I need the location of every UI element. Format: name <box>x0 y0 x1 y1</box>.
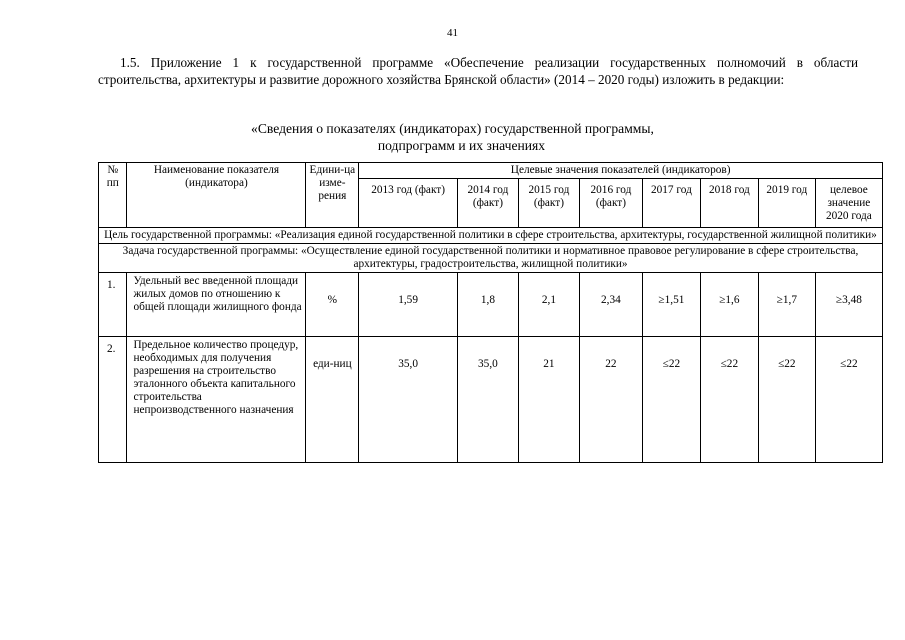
header-unit: Едини-ца изме-рения <box>306 163 359 228</box>
task-row <box>99 244 883 273</box>
intro-paragraph <box>98 54 858 88</box>
header-year: 2013 год (факт) <box>359 179 458 228</box>
goal-row <box>99 228 883 244</box>
header-year: 2019 год <box>758 179 815 228</box>
row-value: ≥1,6 <box>700 273 758 337</box>
header-num: № пп <box>99 163 127 228</box>
row-value: ≥1,51 <box>642 273 700 337</box>
header-target-group: Целевые значения показателей (индикаторов) <box>359 163 883 179</box>
row-value: 2,1 <box>518 273 579 337</box>
row-value: ≤22 <box>758 337 815 463</box>
row-value: ≤22 <box>700 337 758 463</box>
row-value: 22 <box>579 337 642 463</box>
task-text: Задача государственной программы: «Осуществление единой государственной политики и нормативное правовое регулирование в сфере строительства, архитектуры, градостроительства, жилищной политики» <box>99 244 883 273</box>
header-year: 2014 год (факт) <box>457 179 518 228</box>
heading-line-2: подпрограмм и их значениях <box>377 138 546 153</box>
goal-text: Цель государственной программы: «Реализация единой государственной политики в сфере строительства, архитектуры, государственной жилищной политики» <box>99 228 883 244</box>
header-year: 2016 год (факт) <box>579 179 642 228</box>
indicators-table <box>98 162 883 463</box>
header-year: 2015 год (факт) <box>518 179 579 228</box>
header-name: Наименование показателя (индикатора) <box>127 163 306 228</box>
row-name: Предельное количество процедур, необходимых для получения разрешения на строительство эталонного объекта капитального строительства непроизводственного назначения <box>127 337 306 463</box>
table-heading <box>0 120 905 154</box>
header-year: 2018 год <box>700 179 758 228</box>
heading-line-1: «Сведения о показателях (индикаторах) государственной программы, <box>251 121 654 136</box>
page-number: 41 <box>447 27 458 39</box>
row-unit: еди-ниц <box>306 337 359 463</box>
row-value: 35,0 <box>359 337 458 463</box>
header-year: 2017 год <box>642 179 700 228</box>
row-value: ≥1,7 <box>758 273 815 337</box>
table-row <box>99 337 883 463</box>
row-value: 2,34 <box>579 273 642 337</box>
row-value: ≤22 <box>642 337 700 463</box>
row-name: Удельный вес введенной площади жилых домов по отношению к общей площади жилищного фонда <box>127 273 306 337</box>
row-number: 1. <box>99 273 127 337</box>
row-unit: % <box>306 273 359 337</box>
row-number: 2. <box>99 337 127 463</box>
row-value: 1,59 <box>359 273 458 337</box>
row-value: ≤22 <box>815 337 882 463</box>
table-row <box>99 273 883 337</box>
row-value: ≥3,48 <box>815 273 882 337</box>
row-value: 21 <box>518 337 579 463</box>
row-value: 1,8 <box>457 273 518 337</box>
intro-number: 1.5. <box>120 55 140 70</box>
row-value: 35,0 <box>457 337 518 463</box>
header-year: целевое значение 2020 года <box>815 179 882 228</box>
intro-text: Приложение 1 к государственной программе «Обеспечение реализации государственных полномочий в области строительства, архитектуры и развитие дорожного хозяйства Брянской области» (2014 – 2020 годы) изложить в редакции: <box>98 55 859 87</box>
header-row-1 <box>99 163 883 179</box>
